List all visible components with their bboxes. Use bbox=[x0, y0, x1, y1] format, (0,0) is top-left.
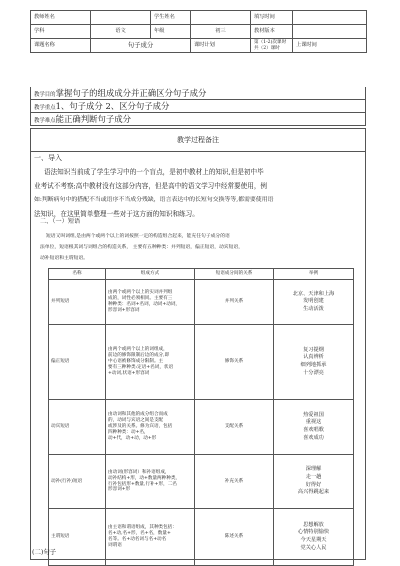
phrase-line: 动补短语和主谓短语。 bbox=[40, 256, 88, 261]
teacher-value bbox=[91, 11, 151, 25]
lesson-header-table bbox=[30, 10, 367, 53]
phrase-relation: 陈述关系 bbox=[195, 509, 274, 566]
table-row bbox=[49, 509, 354, 566]
phrase-type-name: 动补(行补)短语 bbox=[49, 455, 106, 509]
phrase-composition: 由两个或两个以上的实词并列组 成的，词性必须相同。主要有三 种种类：名词+名词，动词+动词， 形容词+形容词 bbox=[106, 280, 195, 325]
phrase-relation: 修饰关系 bbox=[195, 325, 274, 400]
topic-value: 句子成分 bbox=[91, 39, 191, 53]
intro-heading: 一、导入 bbox=[34, 154, 62, 162]
phrase-type-name: 主谓短语 bbox=[49, 509, 106, 566]
table-row bbox=[49, 400, 354, 455]
col-header-composition: 组成方式 bbox=[106, 269, 195, 280]
grade-label: 年级 bbox=[151, 25, 191, 39]
goal-text: 掌握句子的组成成分并正确区分句子成分 bbox=[55, 88, 207, 98]
intro-line: 法知识，在这里简单整理一些对于这方面的知识和练习。 bbox=[34, 210, 199, 218]
key-text: 1、句子成分 2、区分句子成分 bbox=[55, 101, 170, 111]
intro-line: 语法知识当前成了学生学习中的一个盲点，是初中教材上的知识,但是初中毕 bbox=[44, 168, 264, 176]
class-time-label: 上课时间 bbox=[293, 39, 367, 53]
phrase-relation: 并列关系 bbox=[195, 280, 274, 325]
goal-label: 教学目的 bbox=[34, 92, 56, 98]
fill-time-label: 填写时间 bbox=[251, 11, 293, 25]
phrase-composition: 由主语和谓语组成，其种类包括： 名+动,名+形，名+名，数量+ 名等。名+动名词与名+动名 词谓语 bbox=[106, 509, 195, 566]
teacher-label: 教师姓名 bbox=[31, 11, 91, 25]
period-label: 课时计划 bbox=[191, 39, 251, 53]
sentence-heading: (二)句子 bbox=[32, 548, 57, 556]
table-row bbox=[49, 280, 354, 325]
topic-label: 课题名称 bbox=[31, 39, 91, 53]
phrase-type-name: 偏正短语 bbox=[49, 325, 106, 400]
phrase-composition: 由动词和其他的成分组合而成 的，动词与宾语之间是支配 或涉及的关系。修为宾语，包括 四种种类：动+名， 动+代，动+动，动+形 bbox=[106, 400, 195, 455]
phrase-composition: 由动词(形容词）和补语组成， 动补结构+形，动+数量两种种类， 行补包括形+数量,行补+形，二名 形容词+形 bbox=[106, 455, 195, 509]
key-label: 教学重点 bbox=[34, 105, 56, 111]
phrase-composition: 由两个或两个以上的词组成， 前边的修饰限制后边的成分,即 中心语被修饰成分限制。主 要有三种种类:定语+名词，状语 +动词,状语+形容词 bbox=[106, 325, 195, 400]
col-header-example: 举例 bbox=[274, 269, 354, 280]
key-row bbox=[30, 100, 366, 113]
subject-value: 语文 bbox=[91, 25, 151, 39]
textbook-value bbox=[293, 25, 367, 39]
phrase-heading: 二、（一）短语 bbox=[40, 218, 81, 225]
difficult-label: 教学难点 bbox=[34, 118, 56, 124]
subject-label: 学科 bbox=[31, 25, 91, 39]
phrase-types-table bbox=[48, 268, 354, 566]
fill-time-value bbox=[293, 11, 367, 25]
phrase-examples: 复习提纲 认真辨析 细列地抓承 十分漂亮 bbox=[274, 325, 354, 400]
period-value bbox=[251, 39, 293, 53]
section-title: 教学过程备注 bbox=[177, 136, 219, 144]
intro-line: 如:判断病句中的搭配不当或语序不当成分残缺，语言表达中的长短句交换等等,都需要使用语 bbox=[34, 197, 274, 203]
phrase-relation: 支配关系 bbox=[195, 400, 274, 455]
phrase-examples: 思想解放 心情特别愉快 今天星期天 党关心人民 bbox=[274, 509, 354, 566]
table-row bbox=[49, 455, 354, 509]
grade-value: 初三 bbox=[191, 25, 251, 39]
period-value-line-2: 共（2）课时 bbox=[254, 45, 280, 51]
phrase-type-name: 动宾短语 bbox=[49, 400, 106, 455]
difficult-text: 能正确判断句子成分 bbox=[55, 114, 131, 124]
intro-line: 业考试不考察;高中教材没有这部分内容，但是高中的语文学习中经常要使用，例 bbox=[34, 182, 268, 190]
phrase-type-name: 并列短语 bbox=[49, 280, 106, 325]
textbook-label: 教材版本 bbox=[251, 25, 293, 39]
phrase-line: 短语又叫词组,是由两个或两个以上的词按照一定的构造组合起来，能充任句子成分的语 bbox=[46, 234, 230, 239]
goal-row bbox=[30, 87, 366, 100]
student-label: 学生姓名 bbox=[151, 11, 191, 25]
phrase-relation: 补充关系 bbox=[195, 455, 274, 509]
col-header-relation: 短语成分间的关系 bbox=[195, 269, 274, 280]
phrase-examples: 热爱祖国 重视这 喜欢唱歌 喜欢成功 bbox=[274, 400, 354, 455]
student-value bbox=[191, 11, 251, 25]
phrase-line: 法单位，短语根其词与词组合的构造关系， 主要有五种种类：并列短语，偏正短语，动宾短语， bbox=[40, 245, 243, 250]
section-divider bbox=[30, 151, 366, 152]
period-value-line-1: 第（1-2)次课时 bbox=[254, 40, 287, 46]
difficult-row bbox=[30, 113, 366, 126]
col-header-name: 名称 bbox=[49, 269, 106, 280]
table-row bbox=[49, 325, 354, 400]
phrase-examples: 北京、天津和上海 发明创建 生动活泼 bbox=[274, 280, 354, 325]
phrase-examples: 深理解 走一趟 好得好 高兴得跳起来 bbox=[274, 455, 354, 509]
